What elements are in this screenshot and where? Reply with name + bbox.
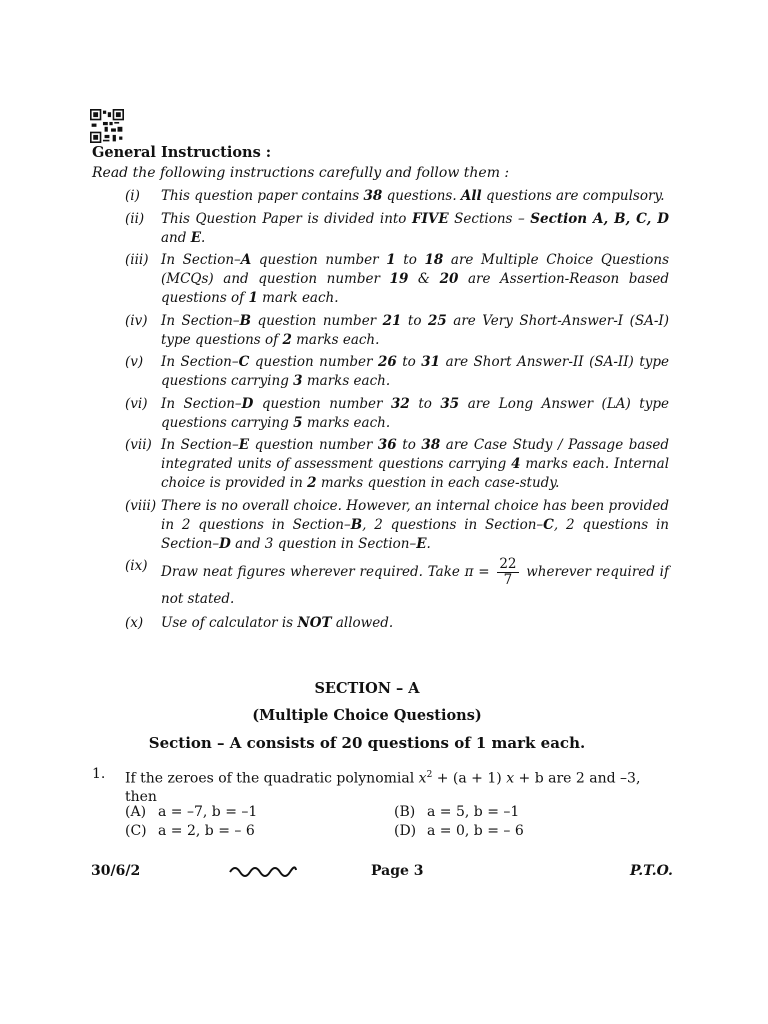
instruction-item [125,187,669,206]
section-subtitle: (Multiple Choice Questions) [252,707,482,724]
instruction-item [125,497,669,554]
option-c[interactable]: (C) a = 2, b = – 6 [125,823,255,839]
instruction-item [125,251,669,308]
instruction-text: Use of calculator is NOT allowed. [161,614,394,631]
instruction-item [125,210,669,248]
instruction-item [125,353,669,391]
instruction-item [125,614,669,633]
instruction-text: In Section–B question number 21 to 25 are Very Short-Answer-I (SA-I) type questions of 2 marks each. [161,312,670,348]
pi-fraction: $\frac{22}{7}$ [499,556,517,588]
general-instructions-heading: General Instructions : [92,144,272,161]
instruction-number: (v) [125,354,144,370]
instruction-number: (x) [125,614,144,631]
instruction-list [125,187,669,636]
instruction-item [125,312,669,350]
instruction-text: In Section–E question number 36 to 38 are Case Study / Passage based integrated units of assessment questions carrying 4 marks each. Internal choice is provided in 2 marks question in each case-study. [161,437,670,491]
section-title: SECTION – A [314,680,420,697]
instruction-number: (vi) [125,395,148,412]
qr-code-icon [90,109,124,143]
instruction-item [125,395,669,433]
section-note: Section – A consists of 20 questions of 1 mark each. [148,734,586,752]
wavy-line-decoration [228,862,298,878]
instruction-text: This question paper contains 38 questions. All questions are compulsory. [161,188,665,204]
instruction-text: There is no overall choice. However, an internal choice has been provided in 2 questions in Section–B, 2 questions in Section–C, 2 questions in Section–D and 3 question in Section–E. [161,497,670,552]
instruction-text: This Question Paper is divided into FIVE Sections – Section A, B, C, D and E. [161,210,669,246]
instruction-number: (iv) [125,312,148,329]
instruction-number: (vii) [125,437,152,453]
instruction-number: (i) [125,188,140,204]
instruction-number: (viii) [125,497,157,514]
instruction-text: In Section–C question number 26 to 31 are Short Answer-II (SA-II) type questions carrying 3 marks each. [161,354,669,389]
option-d[interactable]: (D) a = 0, b = – 6 [394,823,524,839]
general-instructions-lead: Read the following instructions carefully and follow them : [92,165,510,181]
instruction-item [125,557,669,610]
instruction-text: In Section–D question number 32 to 35 are Long Answer (LA) type questions carrying 5 marks each. [161,395,669,431]
instruction-number: (iii) [125,252,149,268]
option-a[interactable]: (A) a = –7, b = –1 [125,804,258,820]
paper-code: 30/6/2 [91,863,141,879]
instruction-number: (ii) [125,210,145,227]
please-turn-over: P.T.O. [630,863,673,879]
instruction-text: In Section–A question number 1 to 18 are Multiple Choice Questions (MCQs) and question number 19 & 20 are Assertion-Reason based questions of 1 mark each. [161,252,670,306]
question-text: If the zeroes of the quadratic polynomial $x^2 + (a + 1) x + b$ are 2 and –3, then [125,770,641,805]
instruction-text: Draw neat figures wherever required. Take π = $\frac{22}{7}$ wherever required if not stated. [161,556,669,607]
instruction-item [125,436,669,493]
page-number: Page 3 [371,863,424,879]
instruction-number: (ix) [125,558,148,574]
question-number: 1. [92,766,106,782]
option-b[interactable]: (B) a = 5, b = –1 [394,804,520,820]
